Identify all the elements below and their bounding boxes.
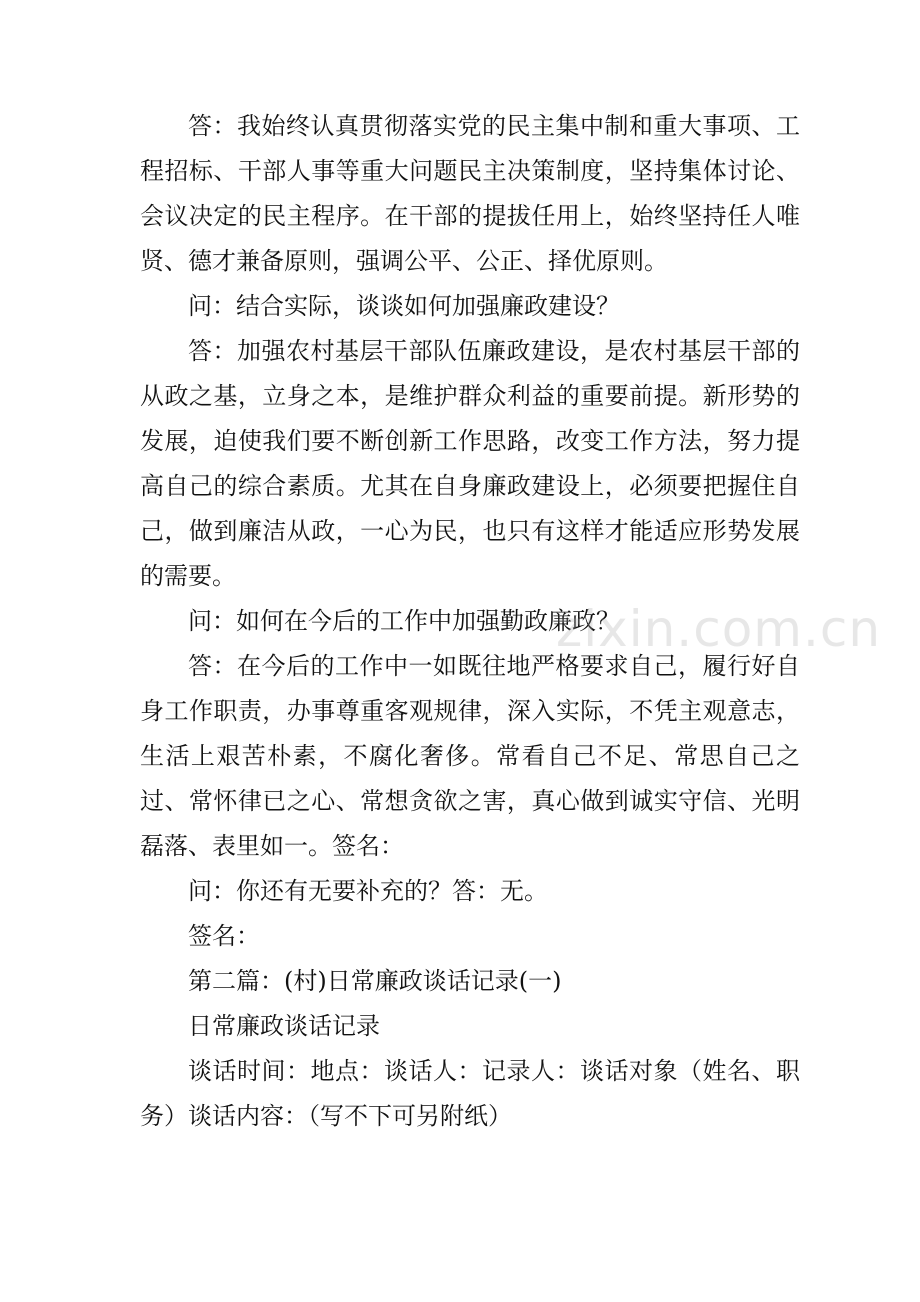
paragraph-answer-diligence: 答：在今后的工作中一如既往地严格要求自己，履行好自身工作职责，办事尊重客观规律，深入实际，不凭主观意志，生活上艰苦朴素，不腐化奢侈。常看自己不足、常思自己之过、常怀律已之心、常想贪欲之害，真心做到诚实守信、光明磊落、表里如一。签名： <box>140 652 800 860</box>
section-title-record: 日常廉政谈话记录 <box>188 1012 380 1040</box>
section-heading-second-part: 第二篇：(村)日常廉政谈话记录(一) <box>188 967 562 995</box>
paragraph-record-fields: 谈话时间：地点：谈话人：记录人：谈话对象（姓名、职务）谈话内容：（写不下可另附纸） <box>140 1057 800 1130</box>
paragraph-question-supplement: 问：你还有无要补充的？答：无。 <box>188 877 548 905</box>
document-body <box>140 104 800 1139</box>
paragraph-signature: 签名： <box>188 922 260 950</box>
paragraph-answer-integrity: 答：加强农村基层干部队伍廉政建设，是农村基层干部的从政之基，立身之本，是维护群众利益的重要前提。新形势的发展，迫使我们要不断创新工作思路，改变工作方法，努力提高自己的综合素质。尤其在自身廉政建设上，必须要把握住自己，做到廉洁从政，一心为民，也只有这样才能适应形势发展的需要。 <box>140 337 800 590</box>
watermark-text: zixin.com.cn <box>556 600 882 658</box>
paragraph-answer-democratic-centralism: 答：我始终认真贯彻落实党的民主集中制和重大事项、工程招标、干部人事等重大问题民主决策制度，坚持集体讨论、会议决定的民主程序。在干部的提拔任用上，始终坚持任人唯贤、德才兼备原则，强调公平、公正、择优原则。 <box>140 112 800 275</box>
paragraph-question-integrity: 问：结合实际，谈谈如何加强廉政建设？ <box>188 292 620 320</box>
paragraph-question-diligence: 问：如何在今后的工作中加强勤政廉政？ <box>188 607 620 635</box>
